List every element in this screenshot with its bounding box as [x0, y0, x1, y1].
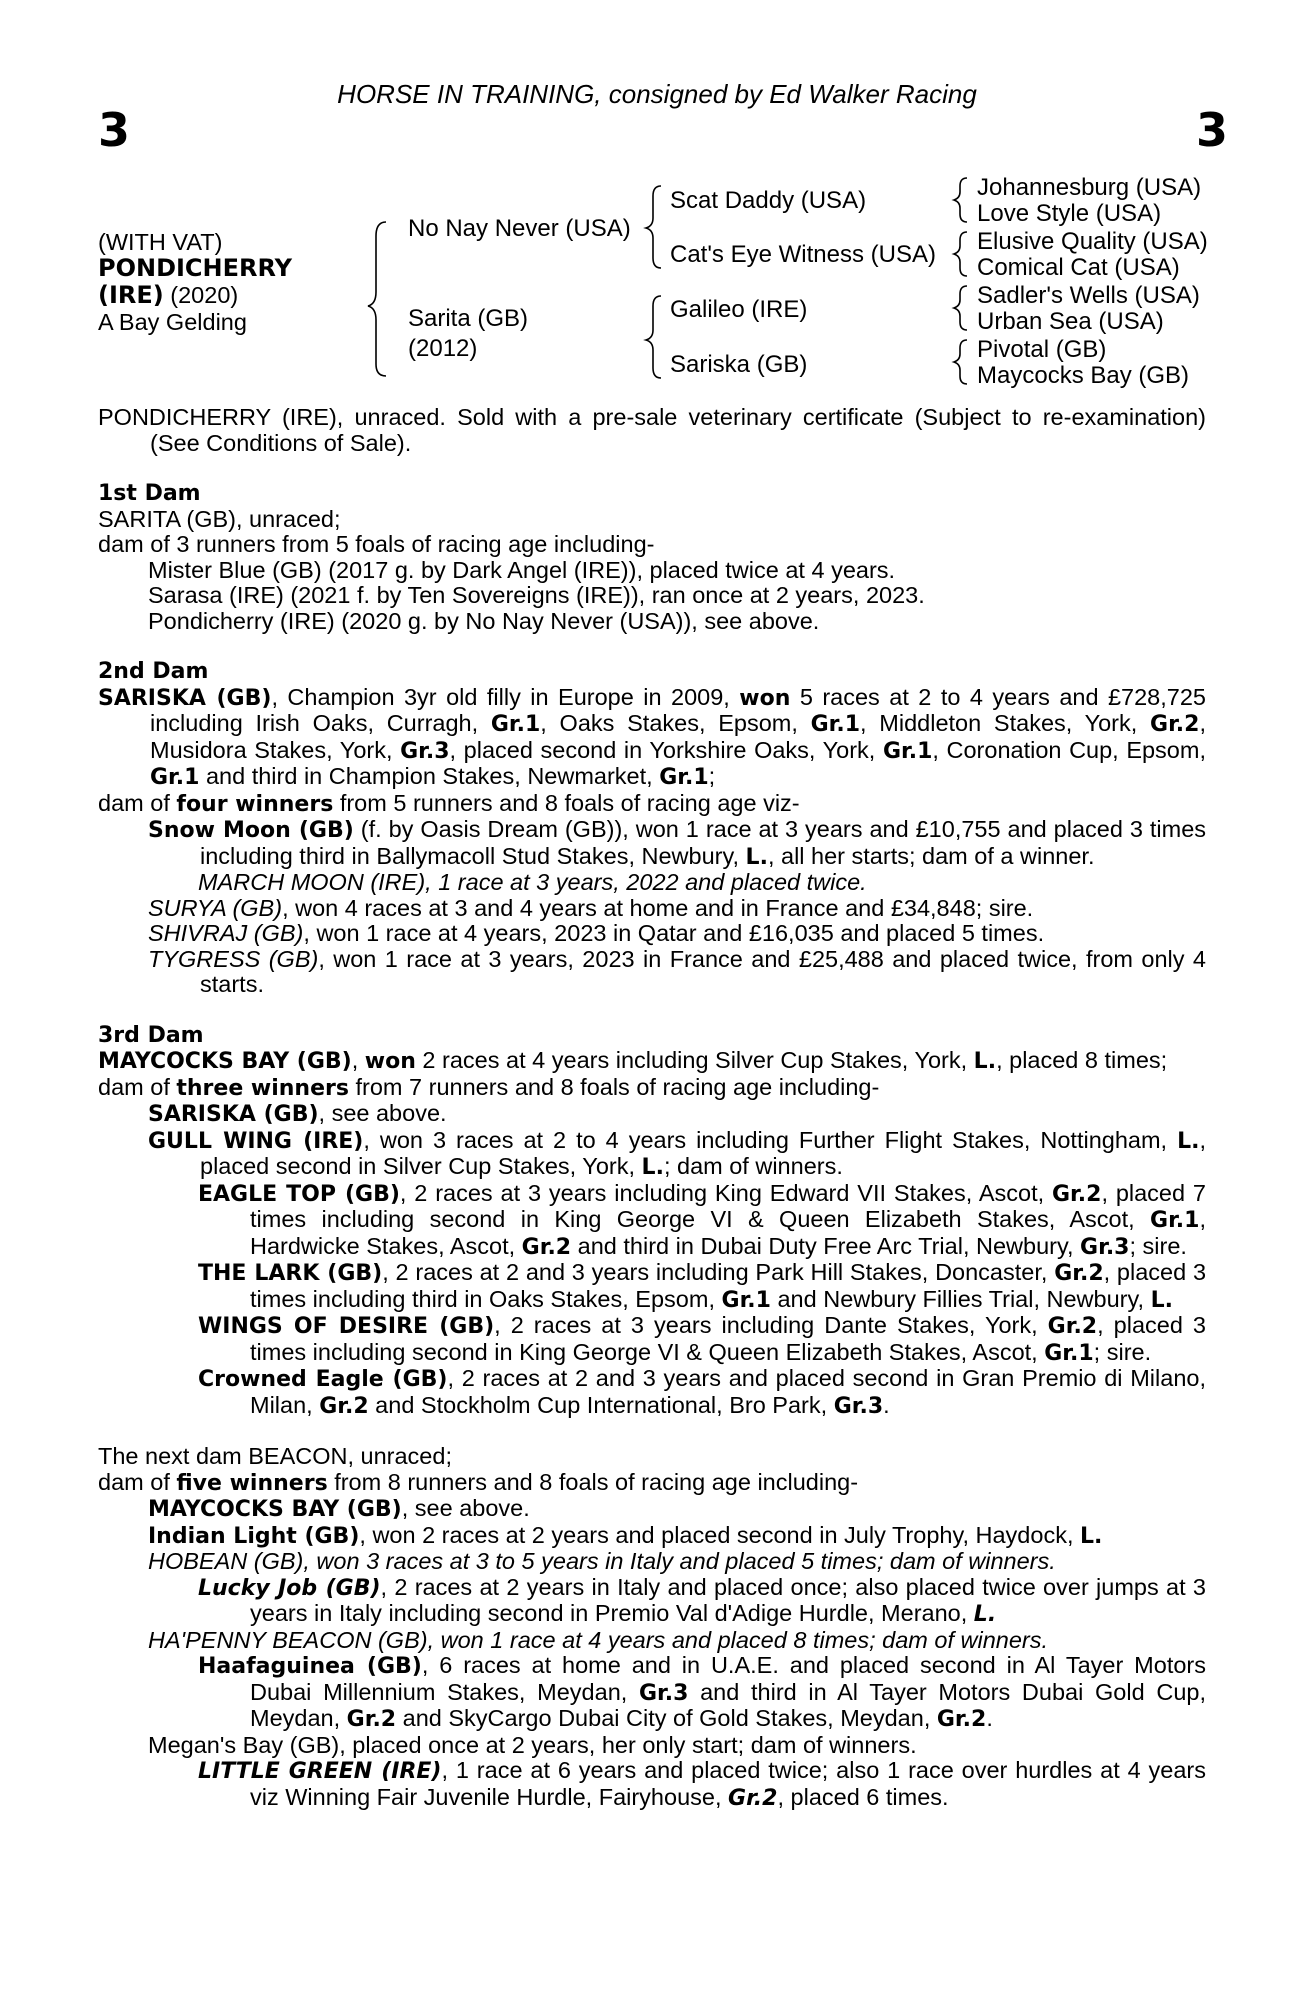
next-dam-offspring-hapenny-beacon: HA'PENNY BEACON (GB), won 1 race at 4 years and placed 8 times; dam of winners. [148, 1626, 1049, 1653]
first-dam-produce: dam of 3 runners from 5 foals of racing age including- [98, 531, 655, 557]
next-dam-line: The next dam BEACON, unraced; [98, 1443, 452, 1469]
next-dam-offspring-indian-light: Indian Light (GB), won 2 races at 2 years and placed second in July Trophy, Haydock, L. [148, 1521, 1103, 1549]
horse-name: PONDICHERRY [98, 254, 293, 282]
second-dam-offspring-snow-moon: Snow Moon (GB) (f. by Oasis Dream (GB)), won 1 race at 3 years and £10,755 and placed 3 times including third in Ballymacoll Stud Stakes, Newbury, L., all her starts; dam of a winner. [148, 816, 1207, 870]
second-dam-heading: 2nd Dam [98, 659, 209, 684]
lot-number-left: 3 [98, 103, 131, 157]
pedigree-gen3-3: Elusive Quality (USA) [977, 228, 1208, 255]
pedigree-dam: Sarita (GB) [408, 305, 529, 332]
second-dam-grandoffspring-march-moon: MARCH MOON (IRE), 1 race at 3 years, 2022 and placed twice. [198, 869, 867, 895]
pedigree-dam-dam: Sariska (GB) [670, 351, 808, 378]
second-dam-produce: dam of four winners from 5 runners and 8 foals of racing age viz- [98, 789, 800, 817]
pedigree-sire: No Nay Never (USA) [408, 215, 631, 242]
next-dam-grandoffspring-lucky-job: Lucky Job (GB), 2 races at 2 years in Italy and placed once; also placed twice over jumps at 3 years in Italy including second in Premio Val d'Adige Hurdle, Merano, L. [198, 1573, 1206, 1627]
third-dam-heading: 3rd Dam [98, 1022, 204, 1048]
pedigree-gen3-7: Pivotal (GB) [977, 336, 1107, 363]
third-dam-produce: dam of three winners from 7 runners and 8 foals of racing age including- [98, 1073, 880, 1101]
third-dam-grandoffspring-crowned-eagle: Crowned Eagle (GB), 2 races at 2 and 3 years and placed second in Gran Premio di Milano, Milan, Gr.2 and Stockholm Cup International, Bro Park, Gr.3. [198, 1365, 1206, 1419]
first-dam-heading: 1st Dam [98, 481, 201, 506]
lot-number-right: 3 [1196, 103, 1229, 157]
next-dam-offspring-maycocks-bay: MAYCOCKS BAY (GB), see above. [148, 1495, 530, 1522]
second-dam-offspring-tygress: TYGRESS (GB), won 1 race at 3 years, 2023 in France and £25,488 and placed twice, from only 4 starts. [148, 945, 1207, 997]
pedigree-gen3-2: Love Style (USA) [977, 200, 1162, 227]
horse-year: (2020) [163, 282, 239, 308]
catalogue-body [98, 405, 1206, 1811]
second-dam-record: SARISKA (GB), Champion 3yr old filly in Europe in 2009, won 5 races at 2 to 4 years and £728,725 including Irish Oaks, Curragh, Gr.1, Oaks Stakes, Epsom, Gr.1, Middleton Stakes, York, Gr.2, Musidora Stakes, York, Gr.3, placed second in Yorkshire Oaks, York, Gr.1, Coronation Cup, Epsom, Gr.1 and third in Champion Stakes, Newmarket, Gr.1; [98, 683, 1206, 790]
catalogue-header: HORSE IN TRAINING, consigned by Ed Walker Racing [337, 79, 977, 109]
third-dam-grandoffspring-wings-of-desire: WINGS OF DESIRE (GB), 2 races at 3 years including Dante Stakes, York, Gr.2, placed 3 times including second in King George VI & Queen Elizabeth Stakes, Ascot, Gr.1; sire. [198, 1312, 1206, 1366]
vat-label: (WITH VAT) [98, 229, 223, 255]
pedigree-gen3-1: Johannesburg (USA) [977, 174, 1202, 201]
intro-paragraph: PONDICHERRY (IRE), unraced. Sold with a pre-sale veterinary certificate (Subject to re-examination) (See Conditions of Sale). [98, 404, 1206, 456]
next-dam-offspring-hobean: HOBEAN (GB), won 3 races at 3 to 5 years in Italy and placed 5 times; dam of winners. [148, 1548, 1056, 1574]
next-dam-offspring-megans-bay: Megan's Bay (GB), placed once at 2 years, her only start; dam of winners. [148, 1731, 917, 1758]
next-dam-grandoffspring-little-green: LITTLE GREEN (IRE), 1 race at 6 years and placed twice; also 1 race over hurdles at 4 years viz Winning Fair Juvenile Hurdle, Fairyhouse, Gr.2, placed 6 times. [198, 1757, 1206, 1811]
third-dam-record: MAYCOCKS BAY (GB), won 2 races at 4 years including Silver Cup Stakes, York, L., placed 8 times; [98, 1047, 1168, 1074]
second-dam-offspring-surya: SURYA (GB), won 4 races at 3 and 4 years at home and in France and £34,848; sire. [148, 894, 1034, 921]
pedigree-gen3-4: Comical Cat (USA) [977, 254, 1180, 281]
pedigree-dam-year: (2012) [408, 335, 478, 362]
first-dam-offspring-2: Sarasa (IRE) (2021 f. by Ten Sovereigns (IRE)), ran once at 2 years, 2023. [148, 582, 925, 608]
pedigree-sire-dam: Cat's Eye Witness (USA) [670, 241, 936, 268]
pedigree-gen3-6: Urban Sea (USA) [977, 308, 1164, 335]
third-dam-grandoffspring-eagle-top: EAGLE TOP (GB), 2 races at 3 years including King Edward VII Stakes, Ascot, Gr.2, placed 7 times including second in King George VI & Queen Elizabeth Stakes, Ascot, Gr.1, Hardwicke Stakes, Ascot, Gr.2 and third in Dubai Duty Free Arc Trial, Newbury, Gr.3; sire. [198, 1179, 1207, 1260]
third-dam-offspring-gull-wing: GULL WING (IRE), won 3 races at 2 to 4 years including Further Flight Stakes, Nottingham, L., placed second in Silver Cup Stakes, York, L.; dam of winners. [148, 1126, 1206, 1180]
pedigree-dam-sire: Galileo (IRE) [670, 296, 808, 323]
first-dam-line: SARITA (GB), unraced; [98, 505, 341, 532]
second-dam-offspring-shivraj: SHIVRAJ (GB), won 1 race at 4 years, 2023 in Qatar and £16,035 and placed 5 times. [148, 920, 1045, 946]
first-dam-offspring-1: Mister Blue (GB) (2017 g. by Dark Angel (IRE)), placed twice at 4 years. [148, 556, 896, 583]
pedigree-sire-sire: Scat Daddy (USA) [670, 187, 867, 214]
next-dam-grandoffspring-haafaguinea: Haafaguinea (GB), 6 races at home and in U.A.E. and placed second in Al Tayer Motors Dubai Millennium Stakes, Meydan, Gr.3 and third in Al Tayer Motors Dubai Gold Cup, Meydan, Gr.2 and SkyCargo Dubai City of Gold Stakes, Meydan, Gr.2. [198, 1652, 1207, 1732]
horse-country: (IRE) [98, 281, 164, 309]
third-dam-offspring-sariska: SARISKA (GB), see above. [148, 1100, 447, 1127]
pedigree-gen3-8: Maycocks Bay (GB) [977, 362, 1190, 389]
next-dam-produce: dam of five winners from 8 runners and 8 foals of racing age including- [98, 1468, 859, 1496]
first-dam-offspring-3: Pondicherry (IRE) (2020 g. by No Nay Never (USA)), see above. [148, 607, 820, 634]
third-dam-grandoffspring-the-lark: THE LARK (GB), 2 races at 2 and 3 years including Park Hill Stakes, Doncaster, Gr.2, placed 3 times including third in Oaks Stakes, Epsom, Gr.1 and Newbury Fillies Trial, Newbury, L. [198, 1259, 1207, 1313]
horse-description: A Bay Gelding [98, 309, 247, 335]
pedigree-gen3-5: Sadler's Wells (USA) [977, 282, 1200, 309]
